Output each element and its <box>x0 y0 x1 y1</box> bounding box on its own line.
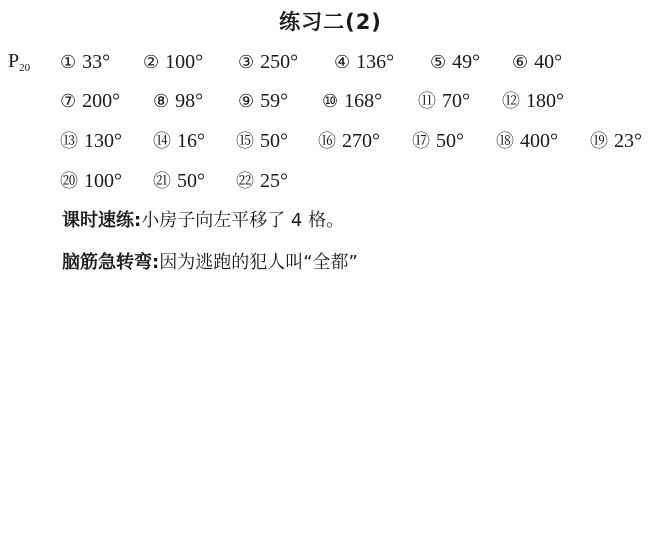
question-number: ⑥ <box>512 52 529 73</box>
question-number: ② <box>143 52 160 73</box>
question-number: ⑧ <box>153 91 170 112</box>
answer-value: 180° <box>526 90 564 112</box>
answer-item <box>60 88 120 115</box>
question-number: ⑤ <box>430 52 447 73</box>
practice-line <box>62 208 344 234</box>
answer-item <box>153 168 205 195</box>
answer-value: 100° <box>165 51 204 73</box>
question-number: ⑱ <box>496 131 514 152</box>
answer-value: 400° <box>520 130 558 152</box>
page-prefix: P <box>8 50 20 72</box>
answer-value: 49° <box>452 51 481 73</box>
answer-item <box>318 128 380 155</box>
question-number: ⑦ <box>60 91 77 112</box>
practice-label: 课时速练: <box>62 210 142 231</box>
answer-item <box>236 128 288 155</box>
answer-item <box>418 88 470 115</box>
answer-item <box>590 128 642 155</box>
question-number: ⑲ <box>590 131 608 152</box>
page-number <box>8 50 30 74</box>
question-number: ③ <box>238 52 255 73</box>
answer-value: 50° <box>260 130 288 152</box>
question-number: ① <box>60 52 77 73</box>
answer-item <box>60 168 122 195</box>
answer-value: 168° <box>344 90 383 112</box>
question-number: ⑩ <box>322 91 339 112</box>
answer-item <box>238 49 298 76</box>
page-title: 练习二(2) <box>279 10 382 34</box>
answer-value: 100° <box>84 170 122 192</box>
answer-item <box>238 88 288 115</box>
answer-value: 50° <box>177 170 205 192</box>
answer-item <box>334 49 394 76</box>
riddle-text: 因为逃跑的犯人叫“全都” <box>159 252 358 273</box>
question-number: ⑰ <box>412 131 430 152</box>
answer-item <box>143 49 203 76</box>
answer-item <box>502 88 564 115</box>
answer-item <box>322 88 382 115</box>
answer-item <box>153 88 203 115</box>
answer-item <box>412 128 464 155</box>
answer-value: 98° <box>175 90 204 112</box>
answer-value: 200° <box>82 90 121 112</box>
answer-value: 16° <box>177 130 205 152</box>
question-number: ⑪ <box>418 91 436 112</box>
answer-value: 33° <box>82 51 111 73</box>
answer-value: 59° <box>260 90 289 112</box>
question-number: ⑭ <box>153 131 171 152</box>
riddle-label: 脑筋急转弯: <box>62 252 160 273</box>
answer-item <box>60 49 110 76</box>
answer-value: 50° <box>436 130 464 152</box>
answer-value: 250° <box>260 51 299 73</box>
question-number: ⑬ <box>60 131 78 152</box>
answer-value: 25° <box>260 170 288 192</box>
answer-item <box>236 168 288 195</box>
answer-value: 136° <box>356 51 395 73</box>
answer-value: 70° <box>442 90 470 112</box>
answer-value: 270° <box>342 130 380 152</box>
question-number: ④ <box>334 52 351 73</box>
answer-value: 130° <box>84 130 122 152</box>
answer-item <box>496 128 558 155</box>
question-number: ⑳ <box>60 171 78 192</box>
question-number: ⑮ <box>236 131 254 152</box>
question-number: ㉑ <box>153 171 171 192</box>
practice-text: 小房子向左平移了 4 格。 <box>141 210 345 231</box>
answer-item <box>153 128 205 155</box>
question-number: ㉒ <box>236 171 254 192</box>
page-subscript: 20 <box>19 62 31 74</box>
riddle-line <box>62 250 358 276</box>
question-number: ⑯ <box>318 131 336 152</box>
question-number: ⑫ <box>502 91 520 112</box>
answer-item <box>60 128 122 155</box>
answer-value: 23° <box>614 130 642 152</box>
answer-value: 40° <box>534 51 563 73</box>
question-number: ⑨ <box>238 91 255 112</box>
answer-item <box>512 49 562 76</box>
answer-item <box>430 49 480 76</box>
